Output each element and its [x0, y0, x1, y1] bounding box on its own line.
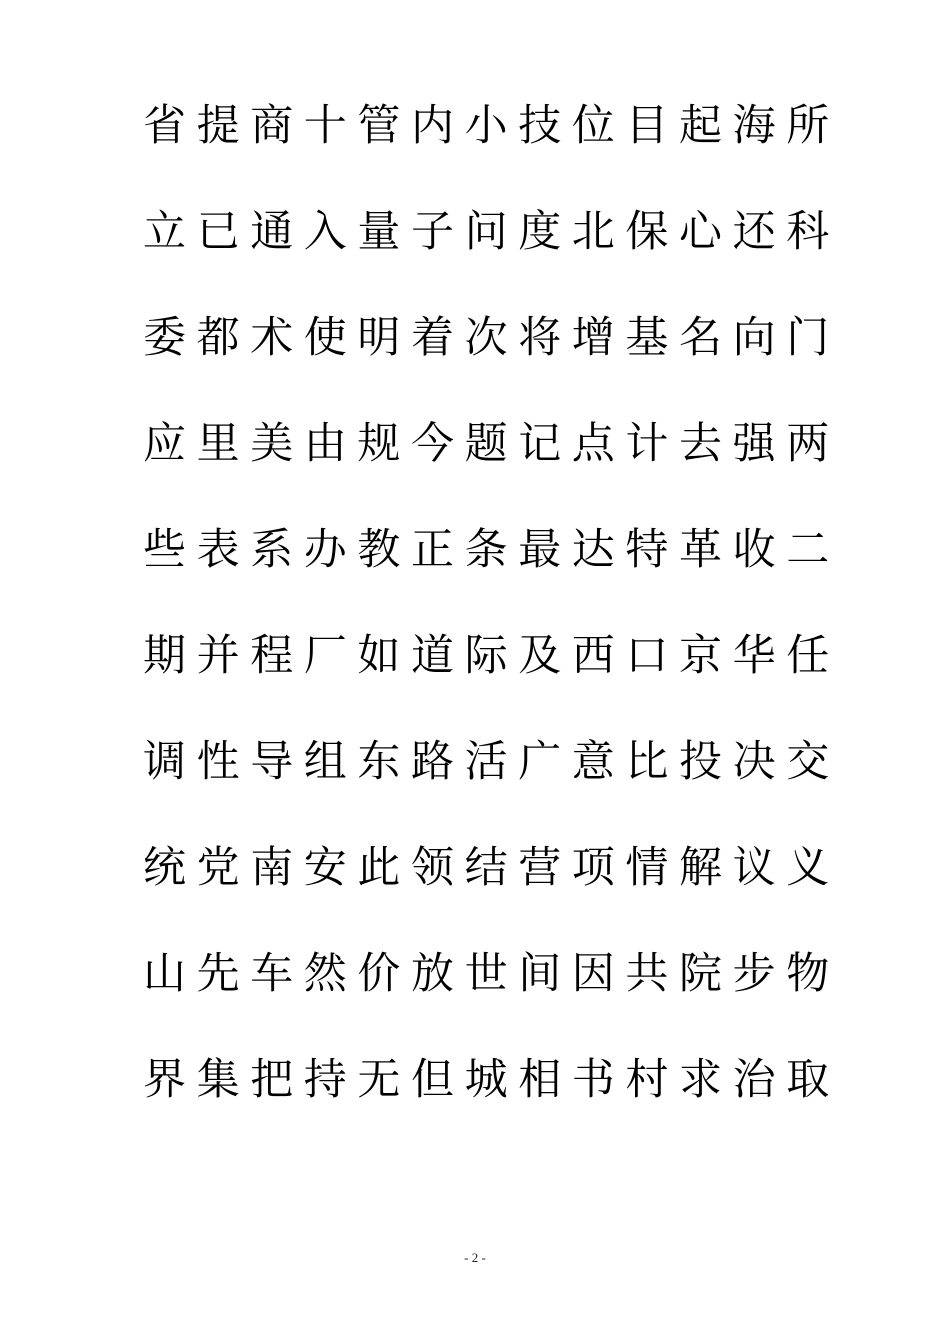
text-line-8: 统党南安此领结营项情解议义 [143, 843, 840, 893]
text-line-1: 省提商十管内小技位目起海所 [143, 101, 840, 151]
text-line-3: 委都术使明着次将增基名向门 [143, 313, 840, 363]
text-line-7: 调性导组东路活广意比投决交 [143, 737, 840, 787]
text-line-2: 立已通入量子问度北保心还科 [143, 207, 840, 257]
text-line-4: 应里美由规今题记点计去强两 [143, 419, 840, 469]
text-line-9: 山先车然价放世间因共院步物 [143, 949, 840, 999]
body-text [143, 98, 840, 1158]
text-line-10: 界集把持无但城相书村求治取 [143, 1055, 840, 1105]
text-line-5: 些表系办教正条最达特革收二 [143, 525, 840, 575]
text-line-6: 期并程厂如道际及西口京华任 [143, 631, 840, 681]
page-number: - 2 - [464, 1250, 486, 1265]
